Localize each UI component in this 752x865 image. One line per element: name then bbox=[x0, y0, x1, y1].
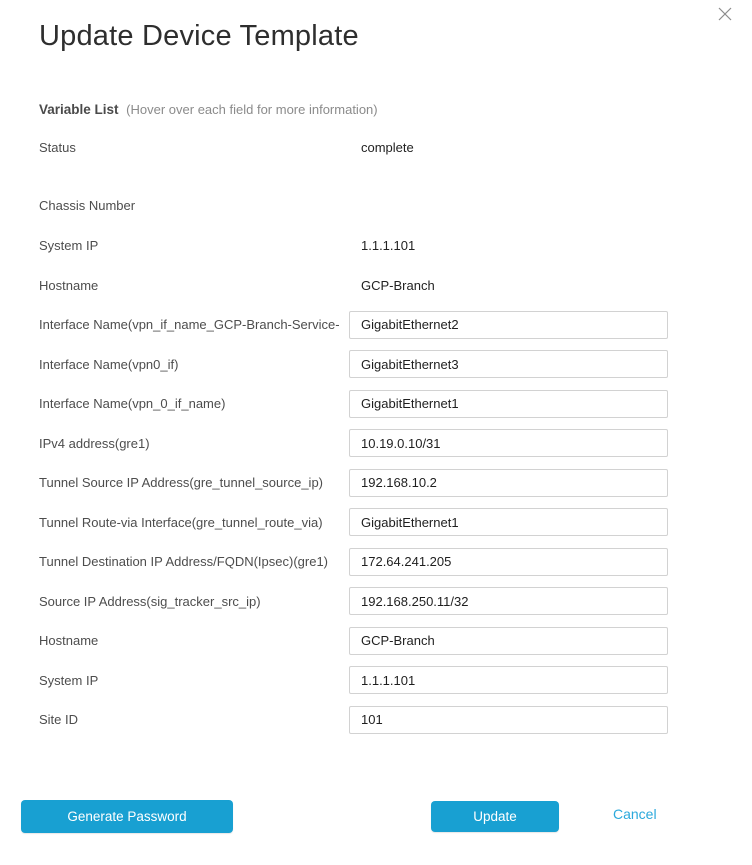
input-interface-name-vpn-if-name-gcp-branch-service[interactable] bbox=[349, 311, 668, 339]
field-label-tunnel-source-ip-address: Tunnel Source IP Address(gre_tunnel_source_ip) bbox=[39, 475, 324, 490]
cancel-button[interactable]: Cancel bbox=[613, 806, 657, 822]
input-site-id[interactable] bbox=[349, 706, 668, 734]
variable-input-row bbox=[39, 311, 669, 339]
variable-input-row bbox=[39, 706, 669, 734]
variable-list-hint: (Hover over each field for more information) bbox=[126, 102, 378, 117]
static-field-row bbox=[39, 271, 669, 299]
field-input-wrap-site-id bbox=[349, 706, 668, 734]
close-icon[interactable] bbox=[716, 5, 734, 23]
variable-input-row bbox=[39, 508, 669, 536]
field-input-wrap-tunnel-source-ip-address bbox=[349, 469, 668, 497]
field-input-wrap-hostname bbox=[349, 627, 668, 655]
static-field-row bbox=[39, 191, 669, 219]
field-label-system-ip: System IP bbox=[39, 672, 99, 688]
field-label-interface-name-vpn-if-name-gcp-branch-service: Interface Name(vpn_if_name_GCP-Branch-Service- bbox=[39, 317, 340, 332]
variable-input-row bbox=[39, 666, 669, 694]
field-value-system-ip: 1.1.1.101 bbox=[361, 237, 416, 253]
field-label-ipv4-address-gre1: IPv4 address(gre1) bbox=[39, 435, 150, 451]
field-input-wrap-tunnel-route-via-interface bbox=[349, 508, 668, 536]
field-value-status: complete bbox=[361, 139, 414, 155]
field-label-interface-name-vpn0-if: Interface Name(vpn0_if) bbox=[39, 356, 179, 372]
variable-list-header bbox=[39, 102, 378, 117]
variable-list-form bbox=[39, 133, 669, 734]
field-label-source-ip-address-sig-tracker: Source IP Address(sig_tracker_src_ip) bbox=[39, 593, 261, 609]
field-label-tunnel-route-via-interface: Tunnel Route-via Interface(gre_tunnel_route_via) bbox=[39, 514, 323, 530]
input-source-ip-address-sig-tracker[interactable] bbox=[349, 587, 668, 615]
variable-input-row bbox=[39, 587, 669, 615]
field-input-wrap-interface-name-vpn-if-name-gcp-branch-service bbox=[349, 311, 668, 339]
input-hostname[interactable] bbox=[349, 627, 668, 655]
static-field-row bbox=[39, 133, 669, 161]
field-label-chassis-number: Chassis Number bbox=[39, 197, 136, 213]
close-x-glyph bbox=[718, 7, 732, 21]
variable-list-title: Variable List bbox=[39, 102, 119, 117]
field-label-system-ip: System IP bbox=[39, 237, 99, 253]
variable-input-row bbox=[39, 429, 669, 457]
field-label-status: Status bbox=[39, 139, 76, 155]
generate-password-button[interactable]: Generate Password bbox=[21, 800, 233, 833]
field-input-wrap-system-ip bbox=[349, 666, 668, 694]
variable-input-row bbox=[39, 469, 669, 497]
input-tunnel-destination-ip-address[interactable] bbox=[349, 548, 668, 576]
variable-input-row bbox=[39, 627, 669, 655]
update-button[interactable]: Update bbox=[431, 801, 559, 832]
field-input-wrap-source-ip-address-sig-tracker bbox=[349, 587, 668, 615]
field-input-wrap-interface-name-vpn-0-if-name bbox=[349, 390, 668, 418]
input-interface-name-vpn-0-if-name[interactable] bbox=[349, 390, 668, 418]
input-tunnel-source-ip-address[interactable] bbox=[349, 469, 668, 497]
field-label-tunnel-destination-ip-address: Tunnel Destination IP Address/FQDN(Ipsec)(gre1) bbox=[39, 554, 329, 569]
field-input-wrap-tunnel-destination-ip-address bbox=[349, 548, 668, 576]
variable-input-row bbox=[39, 350, 669, 378]
input-ipv4-address-gre1[interactable] bbox=[349, 429, 668, 457]
static-rows-group bbox=[39, 133, 669, 299]
field-label-hostname: Hostname bbox=[39, 277, 99, 293]
input-tunnel-route-via-interface[interactable] bbox=[349, 508, 668, 536]
variable-input-row bbox=[39, 548, 669, 576]
field-label-site-id: Site ID bbox=[39, 712, 79, 727]
static-field-row bbox=[39, 231, 669, 259]
input-system-ip[interactable] bbox=[349, 666, 668, 694]
input-rows-group bbox=[39, 311, 669, 734]
field-value-hostname: GCP-Branch bbox=[361, 277, 435, 293]
field-label-hostname: Hostname bbox=[39, 633, 99, 648]
page-title: Update Device Template bbox=[39, 20, 359, 52]
field-input-wrap-ipv4-address-gre1 bbox=[349, 429, 668, 457]
input-interface-name-vpn0-if[interactable] bbox=[349, 350, 668, 378]
field-label-interface-name-vpn-0-if-name: Interface Name(vpn_0_if_name) bbox=[39, 396, 226, 411]
variable-input-row bbox=[39, 390, 669, 418]
field-input-wrap-interface-name-vpn0-if bbox=[349, 350, 668, 378]
